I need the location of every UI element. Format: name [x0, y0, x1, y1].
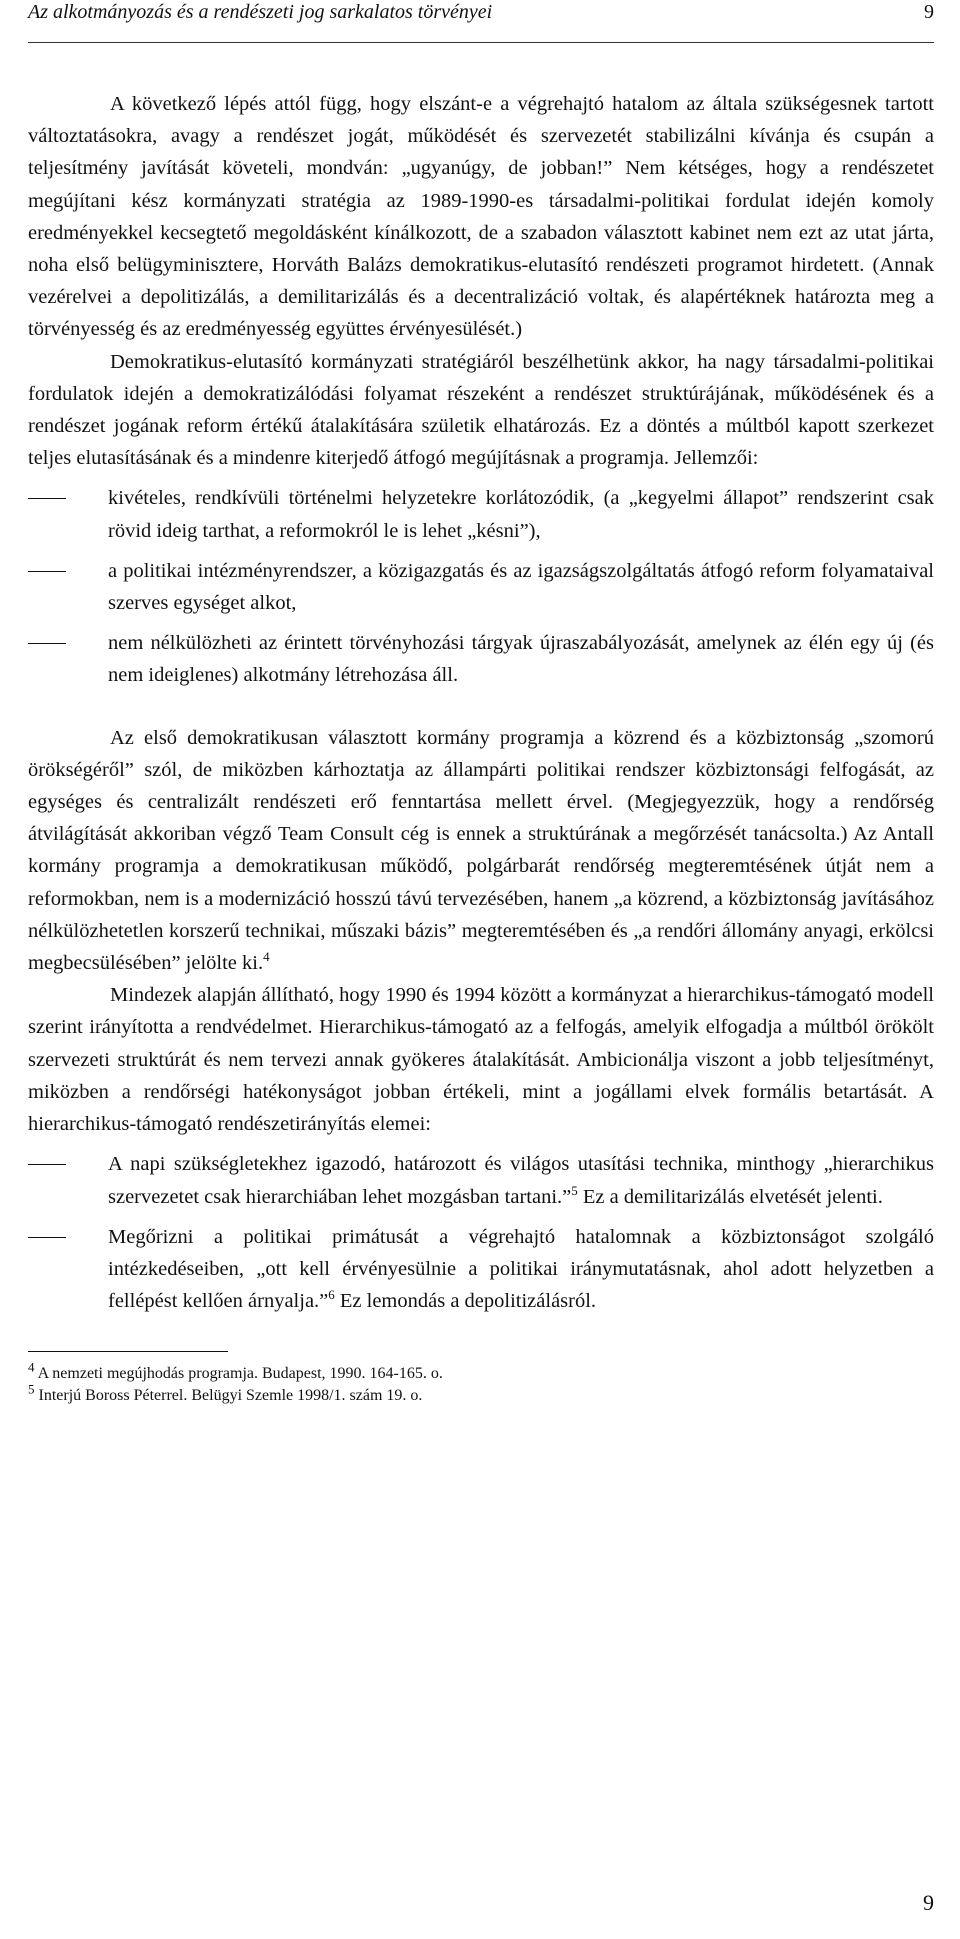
list-item — [28, 555, 934, 619]
paragraph-1: A következő lépés attól függ, hogy elszánt-e a végrehajtó hatalom az általa szükségesnek tartott változtatásokra, avagy a rendészet jogát, működését és szervezetét stabilizálni kívánja és csupán a teljesítmény javítását követeli, mondván: „ugyanúgy, de jobban!” Nem kétséges, hogy a rendészetet megújítani kész kormányzati stratégia az 1989-1990-es társadalmi-politikai fordulat idején komoly eredményekkel kecsegtető megoldásként kínálkozott, de a szabadon választott kabinet nem ezt az utat járta, noha első belügyminisztere, Horváth Balázs demokratikus-elutasító rendészeti programot hirdetett. (Annak vezérelvei a depolitizálás, a demilitarizálás és a decentralizáció voltak, és alapértéknek határozta meg a törvényesség és az eredményesség együttes érvényesülését.) — [28, 93, 934, 341]
list-item-text-tail: Ez a demilitarizálás elvetését jelenti. — [577, 1185, 883, 1208]
footnote-text: A nemzeti megújhodás programja. Budapest, 1990. 164-165. o. — [37, 1365, 443, 1382]
list-item-text: a politikai intézményrendszer, a közigazgatás és az igazságszolgáltatás átfogó reform folyamataival szerves egységet alkot, — [108, 559, 934, 615]
characteristics-list — [28, 482, 934, 691]
footnote-ref-4: 4 — [263, 949, 270, 965]
page-number: 9 — [923, 1890, 934, 1915]
list-item — [28, 627, 934, 691]
elements-list — [28, 1148, 934, 1317]
dash-bullet — [28, 498, 66, 499]
paragraph-2: Demokratikus-elutasító kormányzati stratégiáról beszélhetünk akkor, ha nagy társadalmi-politikai fordulatok idején a demokratizálódási folyamat részeként a rendészet struktúrájának, működésének és a rendészet jogának reform értékű átalakítására születik elhatározás. Ez a döntés a múltból kapott szerkezet teljes elutasításának és a mindenre kiterjedő átfogó megújításnak a programja. Jellemzői: — [28, 350, 934, 470]
paragraph-3 — [28, 722, 934, 980]
page-body — [28, 88, 934, 1327]
paragraph-4: Mindezek alapján állítható, hogy 1990 és 1994 között a kormányzat a hierarchikus-támogató modell szerint irányította a rendvédelmet. Hierarchikus-támogató az a felfogás, amelyik elfogadja a múltból örökölt szervezeti struktúrát és nem tervezi annak gyökeres átalakítását. Ambicionálja viszont a jobb teljesítményt, miközben a rendőrségi hatékonyságot jobban értékeli, mint a jogállami elvek formális betartását. A hierarchikus-támogató rendészetirányítás elemei: — [28, 984, 934, 1136]
running-title: Az alkotmányozás és a rendészeti jog sarkalatos törvényei — [28, 1, 493, 23]
list-item-text-tail: Ez lemondás a depolitizálásról. — [334, 1290, 597, 1313]
list-item-text: A napi szükségletekhez igazodó, határozott és világos utasítási technika, minthogy „hierarchikus szervezetet csak hierarchiában lehet mozgásban tartani.” — [108, 1153, 934, 1208]
footnotes — [28, 1359, 443, 1407]
header-page-number: 9 — [924, 1, 934, 23]
list-item — [28, 1148, 934, 1212]
dash-bullet — [28, 1164, 66, 1165]
footnote-number: 4 — [28, 1359, 35, 1375]
dash-bullet — [28, 571, 66, 572]
paragraph-3-text: Az első demokratikusan választott kormány programja a közrend és a közbiztonság „szomorú örökségéről” szól, de miközben kárhoztatja az állampárti politikai rendszer közbiztonsági felfogását, az egységes és centralizált rendészeti erő fenntartása mellett érvel. (Megjegyezzük, hogy a rendőrség átvilágítását akkoriban végző Team Consult cég is ennek a struktúrának a megőrzését tanácsolta.) Az Antall kormány programja a demokratikusan működő, polgárbarát rendőrség megteremtésének útját nem a reformokban, nem is a modernizáció hosszú távú tervezésében, hanem „a közrend, a közbiztonság javításához nélkülözhetetlen korszerű technikai, műszaki bázis” megteremtésében és „a rendőri állomány anyagi, erkölcsi megbecsülésében” jelölte ki. — [28, 726, 934, 975]
list-item — [28, 1221, 934, 1318]
footnote-ref-5: 5 — [571, 1182, 578, 1198]
list-item-text: kivételes, rendkívüli történelmi helyzetekre korlátozódik, (a „kegyelmi állapot” rendszerint csak rövid ideig tarthat, a reformokról le is lehet „késni”), — [108, 487, 934, 542]
dash-bullet — [28, 643, 66, 644]
header-rule — [28, 42, 934, 43]
dash-bullet — [28, 1237, 66, 1238]
footnote-text: Interjú Boross Péterrel. Belügyi Szemle 1998/1. szám 19. o. — [38, 1387, 423, 1404]
page-header — [28, 0, 934, 46]
list-item-text: Megőrizni a politikai primátusát a végrehajtó hatalomnak a közbiztonságot szolgáló intézkedéseiben, „ott kell érvényesülnie a politikai iránymutatásnak, ahol adott helyzetben a fellépést kellően árnyalja.” — [108, 1225, 934, 1313]
footnote-ref-6: 6 — [328, 1287, 335, 1303]
footnote — [28, 1359, 443, 1385]
list-item — [28, 482, 934, 546]
footnote-separator — [28, 1351, 228, 1352]
list-item-text: nem nélkülözheti az érintett törvényhozási tárgyak újraszabályozását, amelynek az élén egy új (és nem ideiglenes) alkotmány létrehozása áll. — [108, 632, 934, 687]
footnote — [28, 1381, 443, 1407]
footnote-number: 5 — [28, 1381, 35, 1397]
